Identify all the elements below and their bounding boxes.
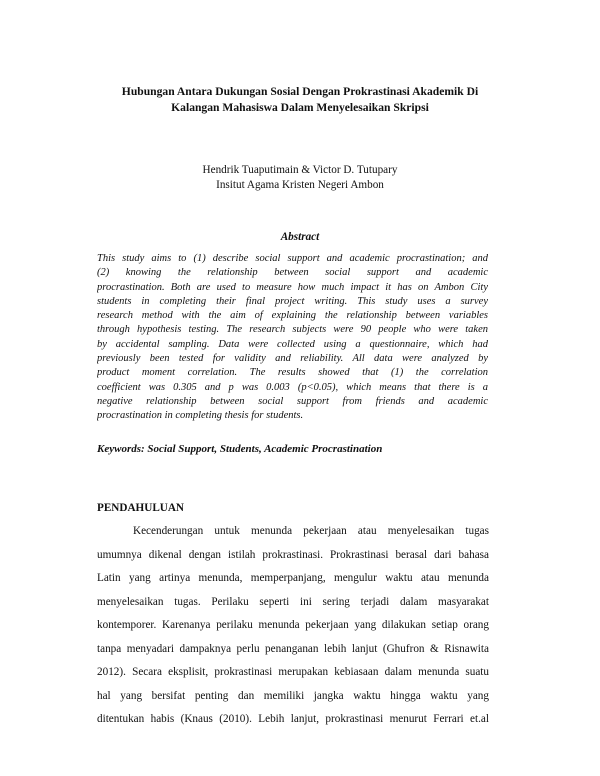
abstract-line: coefficient was 0.305 and p was 0.003 (p<0.05), which means that there is a [97, 381, 488, 393]
body-line: Latin yang artinya menunda, memperpanjang, mengulur waktu atau menunda [97, 572, 489, 584]
body-line: umumnya dikenal dengan istilah prokrastinasi. Prokrastinasi berasal dari bahasa [97, 548, 489, 561]
abstract-line: previously been tested for validity and reliability. All data were analyzed by [97, 353, 488, 365]
title-line-1: Hubungan Antara Dukungan Sosial Dengan Prokrastinasi Akademik Di [121, 85, 479, 98]
author-names: Hendrik Tuaputimain & Victor D. Tutupary [202, 164, 398, 176]
abstract-line: procrastination. Both are used to measure how much impact it has on Ambon City [97, 281, 488, 293]
abstract-line: product moment correlation. The results showed that (1) the correlation [97, 367, 488, 379]
title-line-2: Kalangan Mahasiswa Dalam Menyelesaikan Skripsi [171, 101, 429, 114]
body-line: menyelesaikan tugas. Perilaku seperti ini sering terjadi dalam masyarakat [97, 595, 489, 608]
abstract-line: This study aims to (1) describe social support and academic procrastination; and [97, 253, 488, 264]
paper-title [90, 84, 510, 116]
section-body [97, 520, 489, 732]
abstract-body [97, 252, 488, 424]
author-institution: Insitut Agama Kristen Negeri Ambon [216, 179, 384, 191]
keywords: Keywords: Social Support, Students, Academic Procrastination [97, 443, 383, 455]
abstract-line: negative relationship between social support from friends and academic [97, 395, 488, 407]
section-heading: PENDAHULUAN [97, 502, 185, 514]
body-line: Kecenderungan untuk menunda pekerjaan atau menyelesaikan tugas [133, 525, 489, 537]
abstract-line: through hypothesis testing. The research subjects were 90 people who were taken [97, 324, 488, 336]
abstract-line: students in completing their final project writing. This study uses a survey [97, 295, 488, 307]
abstract-line: (2) knowing the relationship between social support and academic [97, 267, 488, 279]
abstract-line: research method with the aim of explaining the relationship between variables [97, 310, 488, 322]
body-line: hal yang bersifat penting dan memiliki jangka waktu hingga waktu yang [97, 689, 489, 702]
author-block [90, 163, 510, 193]
abstract-line: procrastination in completing thesis for students. [97, 410, 304, 422]
body-line: ditentukan habis (Knaus (2010). Lebih lanjut, prokrastinasi menurut Ferrari et.al [97, 713, 489, 725]
body-line: kontemporer. Karenanya perilaku menunda pekerjaan yang dilakukan setiap orang [97, 619, 489, 631]
body-line: tanpa menyadari dampaknya perlu penanganan lebih lanjut (Ghufron & Risnawita [97, 642, 489, 655]
abstract-line: by accidental sampling. Data were collected using a questionnaire, which had [97, 338, 488, 350]
abstract-heading: Abstract [280, 231, 320, 243]
body-line: 2012). Secara eksplisit, prokrastinasi merupakan kebiasaan dalam menunda suatu [97, 666, 489, 678]
